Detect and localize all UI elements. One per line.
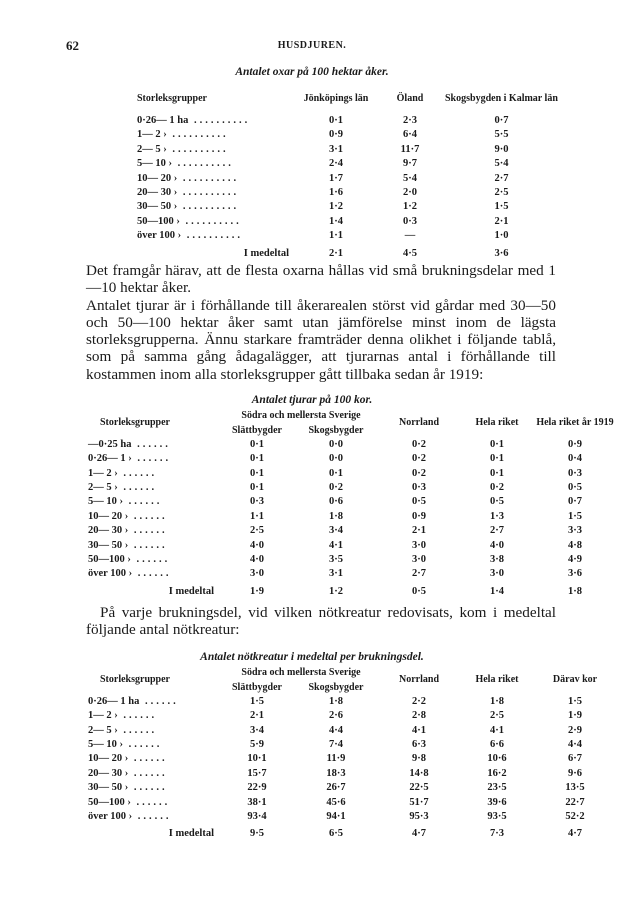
mean-cell: 1·4	[489, 585, 504, 597]
table-cell: 1·1	[328, 230, 343, 242]
table-cell: 4·0	[249, 539, 264, 551]
table-cell: 3·4	[328, 525, 343, 537]
table-cell: 3·5	[328, 554, 343, 566]
table-row	[88, 524, 614, 538]
table-row	[88, 510, 614, 524]
table-cell: 4·1	[489, 724, 504, 736]
table-row	[88, 553, 614, 567]
table-cell: 0·1	[489, 467, 504, 479]
table-cell: 4·4	[567, 739, 582, 750]
table-cell: 4·8	[567, 539, 582, 551]
mean-cell: 1·8	[567, 585, 582, 597]
mean-row	[88, 582, 614, 599]
table-row	[88, 567, 614, 581]
table-cell: 0·2	[411, 453, 426, 465]
leader-dots: ......	[123, 496, 163, 508]
leader-dots: ......	[132, 811, 172, 823]
table-cell: 9·8	[411, 753, 426, 765]
table-cell: 1·5	[567, 510, 582, 522]
table-cell: 0·6	[328, 496, 343, 508]
size-group: 1— 2 ›	[137, 129, 167, 141]
table-cell: 1·0	[494, 230, 509, 242]
table2-header-col: Skogsbygder	[308, 424, 364, 436]
size-group: 0·26— 1 ha	[88, 695, 140, 707]
table2-header-col: Hela riket år 1919	[536, 417, 614, 429]
table-cell: 1·3	[489, 510, 504, 522]
table-cell: 1·8	[489, 695, 504, 707]
table-cell: 22·9	[247, 782, 267, 794]
table-cell: 1·2	[328, 201, 343, 213]
size-group: 5— 10 ›	[88, 496, 123, 508]
table-cell: 18·3	[326, 767, 346, 779]
table-cell: 0·3	[567, 467, 582, 479]
table-cell: 0·7	[567, 496, 582, 508]
table-row	[88, 467, 614, 481]
leader-dots: ......	[130, 554, 171, 566]
table-cell: 0·5	[567, 482, 582, 493]
table-row	[88, 781, 614, 795]
table-row	[137, 229, 558, 243]
table-cell: 2·5	[249, 525, 264, 537]
table-cell: 2·2	[411, 695, 426, 707]
table-cell: 1·7	[328, 172, 343, 184]
table-cell: 3·0	[249, 568, 264, 580]
size-group: 2— 5 ›	[137, 143, 167, 155]
table-cell: 2·7	[411, 568, 426, 580]
table-cell: 9·6	[567, 767, 582, 779]
table-cell: 0·3	[411, 482, 426, 493]
table-cell: 0·2	[411, 438, 426, 450]
table-cell: 1·6	[328, 187, 343, 199]
table-cell: 3·0	[489, 568, 504, 580]
table-cell: 6·6	[489, 739, 504, 750]
table-cell: 2·6	[328, 710, 343, 722]
size-group: 10— 20 ›	[137, 172, 178, 184]
size-group: 50—100 ›	[88, 554, 131, 566]
table-cell: 0·2	[328, 482, 343, 493]
leader-dots: ......	[128, 782, 168, 794]
size-group: över 100 ›	[88, 568, 133, 580]
table-cell: 1·1	[249, 510, 264, 522]
leader-dots: ......	[128, 753, 168, 765]
table-cell: 1·5	[494, 201, 509, 213]
table-cell: 3·1	[328, 568, 343, 580]
size-group: över 100 ›	[88, 811, 133, 823]
table2-header-col: Norrland	[399, 417, 439, 429]
table-cell: 3·3	[567, 525, 582, 537]
table-cell: 2·1	[494, 215, 509, 227]
size-group: 30— 50 ›	[137, 201, 178, 213]
table-cell: 2·5	[494, 187, 509, 199]
leader-dots: ..........	[179, 215, 242, 227]
table-cell: 2·7	[494, 172, 509, 184]
table-cell: 2·5	[489, 710, 504, 722]
table-cell: 93·5	[487, 811, 507, 823]
table-row	[88, 767, 614, 781]
mean-cell: 1·2	[328, 585, 343, 597]
table-cell: 0·1	[249, 467, 264, 479]
table-cell: 0·5	[411, 496, 426, 508]
size-group: 20— 30 ›	[88, 767, 129, 779]
running-head: HUSDJUREN.	[277, 40, 347, 51]
table-cell: 0·7	[494, 115, 509, 126]
size-group: 5— 10 ›	[137, 158, 172, 170]
leader-dots: ..........	[166, 129, 229, 141]
table-cell: 52·2	[565, 811, 585, 823]
table-cell: 0·1	[489, 438, 504, 450]
table3-header-col: Därav kor	[552, 674, 598, 686]
mean-cell: 0·5	[411, 585, 426, 597]
table-cell: 95·3	[409, 811, 429, 823]
table-cell: 4·1	[411, 724, 426, 736]
table-cell: 26·7	[326, 782, 346, 794]
table-cell: 2·4	[328, 158, 343, 170]
size-group: 2— 5 ›	[88, 724, 118, 736]
table-cell: 0·0	[328, 453, 343, 465]
table-cell: 2·0	[402, 187, 417, 199]
table-cell: 14·8	[409, 767, 429, 779]
paragraph: Antalet tjurar är i förhållande till åkerarealen störst vid gårdar med 30—50 och 50—100 hektar åker samt utan jämförelse minst inom de lägsta storleksgrupperna. Ännu starkare framträder denna olikhet i följande tablå, som på samma gång ådagalägger, att tjurarnas antal i förhållande till kostammen inom alla storleksgrupper gått tillbaka sedan år 1919:	[86, 296, 556, 383]
table-row	[137, 200, 558, 214]
table-cell: 0·3	[402, 215, 417, 227]
table-cell: 3·1	[328, 143, 343, 155]
table-row	[88, 452, 614, 466]
body-text-1	[86, 262, 556, 383]
mean-cell: 2·1	[328, 247, 343, 259]
table-cell: 51·7	[409, 796, 429, 808]
table-cell: 11·9	[326, 753, 346, 765]
size-group: 0·26— 1 ha	[137, 115, 189, 126]
paragraph: På varje brukningsdel, vid vilken nötkreatur redovisats, kom i medeltal följande antal nötkreatur:	[86, 604, 556, 639]
mean-cell: 6·5	[328, 828, 343, 840]
table-cell: 0·1	[249, 482, 264, 493]
leader-dots: ..........	[188, 115, 251, 126]
table-cell: 5·9	[249, 739, 264, 750]
size-group: 50—100 ›	[137, 215, 180, 227]
size-group: 10— 20 ›	[88, 753, 129, 765]
table-cell: 0·2	[411, 467, 426, 479]
table-cell: 6·4	[402, 129, 417, 141]
paragraph: Det framgår härav, att de flesta oxarna hållas vid små brukningsdelar med 1—10 hektar åker.	[86, 262, 556, 297]
table-cell: 9·7	[402, 158, 417, 170]
table-cell: 1·2	[402, 201, 417, 213]
table-row	[137, 215, 558, 229]
table-cell: 0·9	[567, 438, 582, 450]
table-cell: 0·1	[249, 453, 264, 465]
table1-header-col: Öland	[396, 93, 424, 104]
table-cell: 22·5	[409, 782, 429, 794]
leader-dots: ......	[117, 482, 158, 493]
size-group: 5— 10 ›	[88, 739, 123, 750]
leader-dots: ......	[131, 453, 172, 465]
size-group: över 100 ›	[137, 230, 182, 242]
size-group: 10— 20 ›	[88, 510, 129, 522]
leader-dots: ......	[123, 739, 163, 750]
table-cell: 45·6	[326, 796, 346, 808]
table-cell: 1·8	[328, 695, 343, 707]
table-row	[88, 481, 614, 495]
leader-dots: ......	[128, 767, 168, 779]
table-cell: 10·1	[247, 753, 267, 765]
table-row	[88, 752, 614, 766]
table-cell: 0·5	[489, 496, 504, 508]
mean-label: I medeltal	[168, 585, 214, 597]
table2-header-col: Slättbygder	[232, 424, 282, 436]
table3-header-col: Norrland	[399, 674, 439, 686]
table-cell: 0·9	[328, 129, 343, 141]
table-cell: 0·9	[411, 510, 426, 522]
table3-title: Antalet nötkreatur i medeltal per brukningsdel.	[200, 651, 424, 663]
table-cell: 0·0	[328, 438, 343, 450]
table-cell: 11·7	[400, 143, 420, 155]
table-cell: 2·1	[249, 710, 264, 722]
table-row	[88, 810, 614, 824]
table-cell: 1·5	[249, 695, 264, 707]
size-group: 20— 30 ›	[137, 187, 178, 199]
size-group: 2— 5 ›	[88, 482, 118, 493]
size-group: 20— 30 ›	[88, 525, 129, 537]
table2-header-region: Södra och mellersta Sverige	[241, 410, 361, 422]
body-text-2	[86, 604, 556, 639]
table1-header-col: Skogsbygden i Kalmar län	[445, 93, 558, 104]
table-cell: 3·4	[249, 724, 264, 736]
table-cell: 0·1	[328, 115, 343, 126]
table3-cattle	[88, 666, 614, 842]
table-cell: 6·3	[411, 739, 426, 750]
mean-cell: 9·5	[249, 828, 264, 840]
mean-cell: 4·7	[567, 828, 582, 840]
leader-dots: ......	[117, 724, 158, 736]
table-cell: 5·4	[494, 158, 509, 170]
table-cell: 2·7	[489, 525, 504, 537]
table-cell: 5·5	[494, 129, 509, 141]
table2-header-col: Hela riket	[475, 417, 519, 429]
table-row	[88, 738, 614, 752]
leader-dots: ..........	[177, 172, 240, 184]
table-row	[88, 495, 614, 509]
mean-label: I medeltal	[243, 247, 289, 259]
table-cell: 39·6	[487, 796, 507, 808]
table-cell: 1·4	[328, 215, 343, 227]
table-cell: —	[404, 230, 416, 242]
table-row	[88, 796, 614, 810]
table-cell: 93·4	[247, 811, 267, 823]
table-cell: 10·6	[487, 753, 507, 765]
table3-header-col: Hela riket	[475, 674, 519, 686]
table-cell: 2·3	[402, 115, 417, 126]
table-cell: 94·1	[326, 811, 346, 823]
table-row	[137, 172, 558, 186]
mean-cell: 4·5	[402, 247, 417, 259]
table-cell: 23·5	[487, 782, 507, 794]
table-row	[88, 709, 614, 723]
table3-header-col: Slättbygder	[232, 681, 282, 693]
mean-cell: 1·9	[249, 585, 264, 597]
table-cell: 0·3	[249, 496, 264, 508]
leader-dots: ......	[139, 695, 179, 707]
table-cell: 5·4	[402, 172, 417, 184]
table-row	[88, 539, 614, 553]
leader-dots: ......	[117, 710, 158, 722]
table-row	[137, 157, 558, 171]
leader-dots: ..........	[181, 230, 244, 242]
mean-row	[137, 244, 558, 261]
leader-dots: ..........	[177, 201, 240, 213]
table-row	[88, 695, 614, 709]
table-cell: 3·0	[411, 554, 426, 566]
table-cell: 3·8	[489, 554, 504, 566]
leader-dots: ......	[131, 438, 171, 450]
leader-dots: ......	[128, 539, 168, 551]
leader-dots: ......	[128, 525, 168, 537]
table1-header-group: Storleksgrupper	[137, 93, 207, 104]
table-cell: 3·6	[567, 568, 582, 580]
leader-dots: ......	[117, 467, 158, 479]
table-cell: 6·7	[567, 753, 582, 765]
table-cell: 13·5	[565, 782, 585, 794]
table1-title: Antalet oxar på 100 hektar åker.	[235, 66, 389, 78]
table2-title: Antalet tjurar på 100 kor.	[251, 394, 373, 406]
mean-cell: 4·7	[411, 828, 426, 840]
size-group: 1— 2 ›	[88, 467, 118, 479]
table-cell: 0·4	[567, 453, 582, 465]
leader-dots: ..........	[166, 143, 229, 155]
table-cell: 1·9	[567, 710, 582, 722]
table3-header-region: Södra och mellersta Sverige	[241, 667, 361, 679]
table-cell: 9·0	[494, 143, 509, 155]
table-cell: 0·2	[489, 482, 504, 493]
size-group: 50—100 ›	[88, 796, 131, 808]
size-group: —0·25 ha	[88, 438, 132, 450]
mean-cell: 7·3	[489, 828, 504, 840]
table-cell: 15·7	[247, 767, 267, 779]
page-number: 62	[66, 38, 79, 53]
table3-header-col: Skogsbygder	[308, 681, 364, 693]
size-group: 0·26— 1 ›	[88, 453, 132, 465]
table-row	[137, 186, 558, 200]
table-cell: 7·4	[328, 739, 343, 750]
table-cell: 4·1	[328, 539, 343, 551]
table-row	[88, 724, 614, 738]
table-cell: 2·1	[411, 525, 426, 537]
table-cell: 16·2	[487, 767, 507, 779]
table3-header-group: Storleksgrupper	[100, 674, 170, 686]
leader-dots: ..........	[172, 158, 234, 170]
table-cell: 38·1	[247, 796, 267, 808]
table-row	[88, 438, 614, 452]
table2-bulls	[88, 409, 614, 599]
table-cell: 1·8	[328, 510, 343, 522]
leader-dots: ..........	[177, 187, 240, 199]
table-cell: 0·1	[249, 438, 264, 450]
table1-oxen	[137, 84, 558, 261]
table-row	[137, 128, 558, 142]
table-cell: 0·1	[328, 467, 343, 479]
table-cell: 22·7	[565, 796, 585, 808]
size-group: 30— 50 ›	[88, 782, 129, 794]
mean-label: I medeltal	[168, 828, 214, 840]
table-cell: 2·9	[567, 724, 582, 736]
table-cell: 4·0	[249, 554, 264, 566]
table-cell: 0·1	[489, 453, 504, 465]
table-cell: 4·9	[567, 554, 582, 566]
mean-cell: 3·6	[494, 247, 509, 259]
table-cell: 1·5	[567, 695, 582, 707]
size-group: 1— 2 ›	[88, 710, 118, 722]
table1-header-col: Jönköpings län	[303, 93, 369, 104]
table-row	[137, 114, 558, 128]
table-row	[137, 143, 558, 157]
leader-dots: ......	[132, 568, 172, 580]
table-cell: 4·0	[489, 539, 504, 551]
table-cell: 4·4	[328, 724, 343, 736]
table-cell: 2·8	[411, 710, 426, 722]
size-group: 30— 50 ›	[88, 539, 129, 551]
leader-dots: ......	[130, 796, 171, 808]
mean-row	[88, 824, 614, 841]
table2-header-group: Storleksgrupper	[100, 417, 170, 429]
table-cell: 3·0	[411, 539, 426, 551]
leader-dots: ......	[128, 510, 168, 522]
